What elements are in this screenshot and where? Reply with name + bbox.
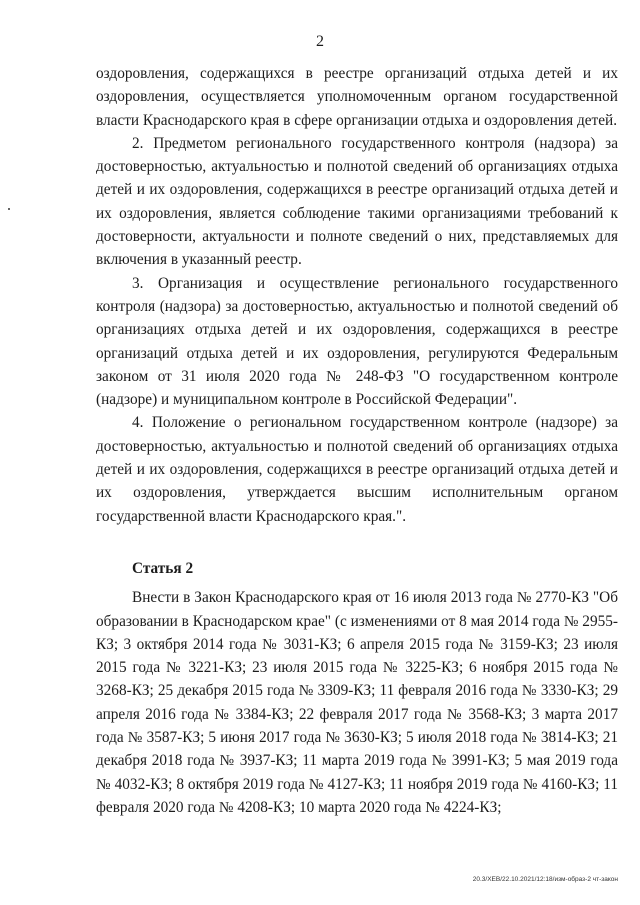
document-body [96, 62, 618, 819]
footer-document-code: 20.3/ХЕВ/22.10.2021/12:18/изм-образ-2 чт-закон [472, 876, 618, 883]
paragraph-continuation: оздоровления, содержащихся в реестре организаций отдыха детей и их оздоровления, осуществляется уполномоченным органом государственной власти Краснодарского края в сфере организации отдыха и оздоровления детей. [96, 65, 618, 129]
paragraph-item-4: 4. Положение о региональном государственном контроле (надзоре) за достоверностью, актуальностью и полнотой сведений об организациях отдыха детей и их оздоровления, содержащихся в реестре организаций отдыха детей и их оздоровления, утверждается высшим исполнительным органом государственной власти Краснодарского края.". [96, 414, 618, 525]
article-heading: Статья 2 [132, 559, 194, 577]
paragraph-item-3: 3. Организация и осуществление регионального государственного контроля (надзора) за достоверностью, актуальностью и полнотой сведений об организациях отдыха детей и их оздоровления, содержащихся в реестре организаций отдыха детей и их оздоровления, регулируются Федеральным законом от 31 июля 2020 года № 248-ФЗ "О государственном контроле (надзоре) и муниципальном контроле в Российской Федерации". [96, 274, 618, 409]
margin-mark [8, 208, 10, 210]
page-number: 2 [316, 33, 324, 50]
paragraph-item-2: 2. Предметом регионального государственного контроля (надзора) за достоверностью, актуальностью и полнотой сведений об организациях отдыха детей и их оздоровления, содержащихся в реестре организаций отдыха детей и их оздоровления, является соблюдение такими организациями требований к достоверности, актуальности и полноте сведений о них, представляемых для включения в указанный реестр. [96, 134, 618, 269]
article-body: Внести в Закон Краснодарского края от 16 июля 2013 года № 2770-КЗ "Об образовании в Краснодарском крае" (с изменениями от 8 мая 2014 года № 2955-КЗ; 3 октября 2014 года № 3031-КЗ; 6 апреля 2015 года № 3159-КЗ; 23 июля 2015 года № 3221-КЗ; 23 июля 2015 года № 3225-КЗ; 6 ноября 2015 года № 3268-КЗ; 25 декабря 2015 года № 3309-КЗ; 11 февраля 2016 года № 3330-КЗ; 29 апреля 2016 года № 3384-КЗ; 22 февраля 2017 года № 3568-КЗ; 3 марта 2017 года № 3587-КЗ; 5 июня 2017 года № 3630-КЗ; 5 июля 2018 года № 3814-КЗ; 21 декабря 2018 года № 3937-КЗ; 11 марта 2019 года № 3991-КЗ; 5 мая 2019 года № 4032-КЗ; 8 октября 2019 года № 4127-КЗ; 11 ноября 2019 года № 4160-КЗ; 11 февраля 2020 года № 4208-КЗ; 10 марта 2020 года № 4224-КЗ; [96, 589, 618, 816]
